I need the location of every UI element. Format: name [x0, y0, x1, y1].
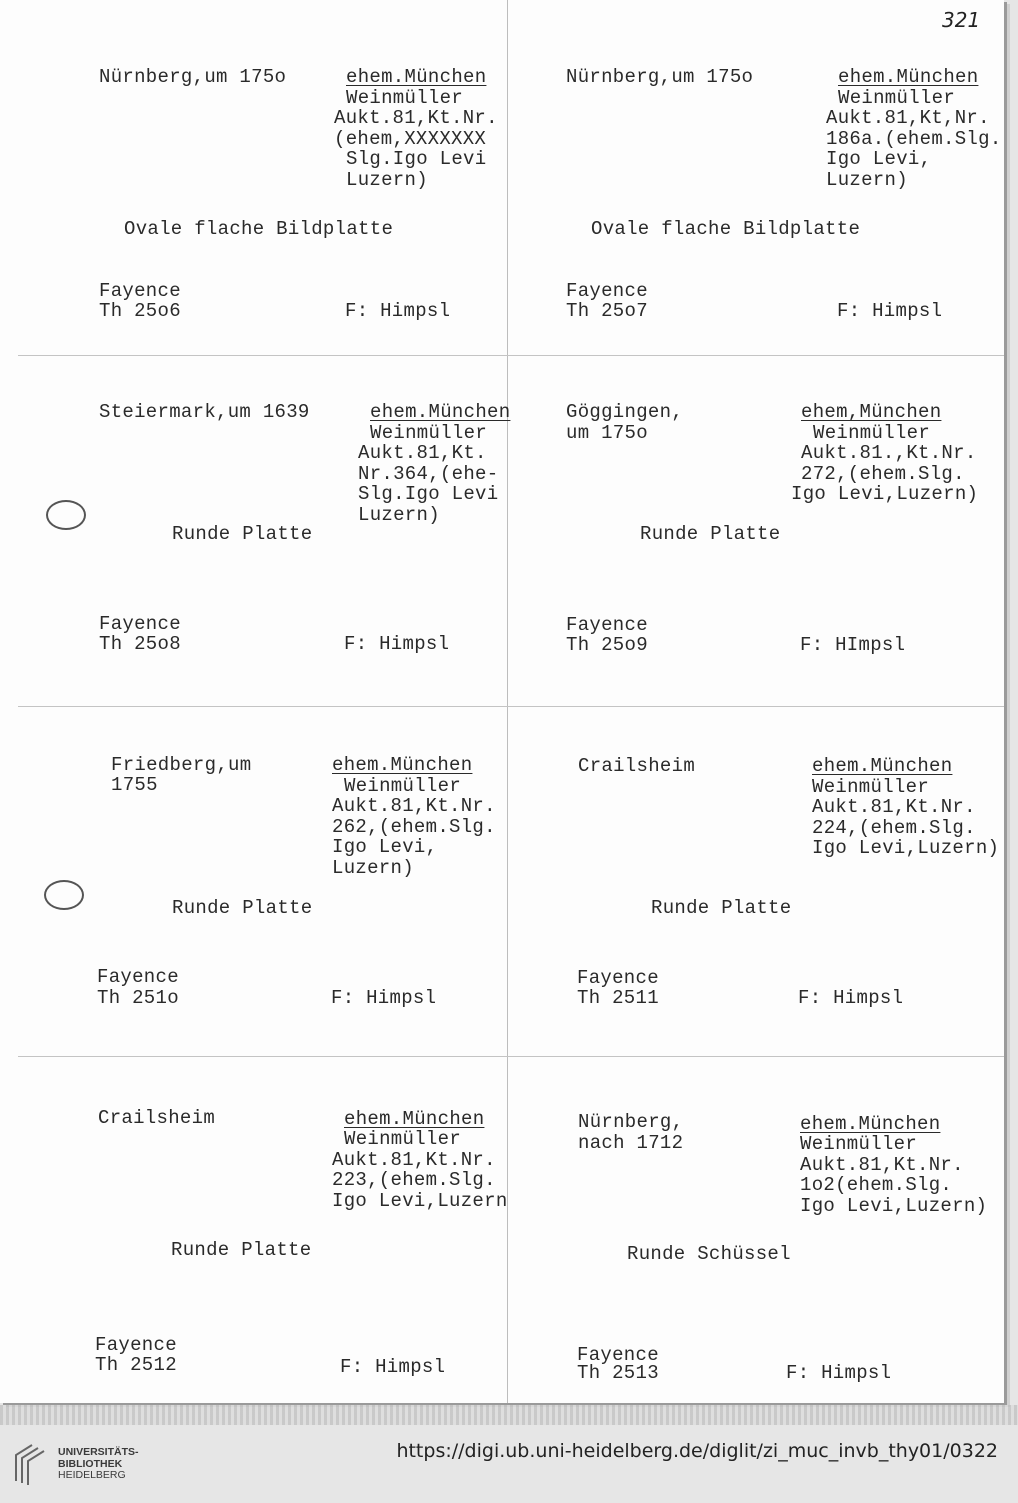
- card-provenance-head: ehem.München: [332, 754, 473, 776]
- card-provenance-line: Luzern): [346, 169, 428, 191]
- card-provenance-line: Weinmüller: [800, 1133, 918, 1155]
- card-provenance-line: 272,(ehem.Slg.: [801, 463, 965, 485]
- card-object: Ovale flache Bildplatte: [124, 218, 394, 240]
- card-object: Runde Platte: [172, 523, 313, 545]
- card-material: Fayence: [566, 614, 648, 636]
- card-provenance-head: ehem.München: [370, 401, 511, 423]
- card-photo: F: Himpsl: [798, 987, 904, 1009]
- card-object: Runde Schüssel: [627, 1243, 791, 1265]
- card-inventory: Th 25o9: [566, 634, 648, 656]
- card-inventory: Th 25o6: [99, 300, 181, 322]
- card-provenance-line: Weinmüller: [346, 87, 464, 109]
- punch-hole-icon: [44, 880, 84, 910]
- card-photo: F: Himpsl: [837, 300, 943, 322]
- card-place: Nürnberg,um 175o: [99, 66, 287, 88]
- card-provenance-line: Slg.Igo Levi: [346, 148, 487, 170]
- horizontal-cut-line: [18, 1056, 1004, 1057]
- card-place: Nürnberg,um 175o: [566, 66, 754, 88]
- card-provenance-head: ehem.München: [800, 1113, 941, 1135]
- page-number: 321: [942, 8, 981, 32]
- card-provenance-line: Weinmüller: [838, 87, 956, 109]
- card-photo: F: Himpsl: [331, 987, 437, 1009]
- card-provenance-line: Luzern): [358, 504, 440, 526]
- card-provenance-line: Aukt.81,Kt.Nr.: [334, 107, 498, 129]
- card-inventory: Th 25o8: [99, 633, 181, 655]
- card-place: Nürnberg,: [578, 1111, 684, 1133]
- card-place: Crailsheim: [578, 755, 696, 777]
- card-provenance-line: Aukt.81,Kt.: [358, 442, 487, 464]
- card-inventory: Th 25o7: [566, 300, 648, 322]
- card-provenance-line: Igo Levi,: [826, 148, 932, 170]
- card-provenance-line: Aukt.81,Kt.Nr.: [332, 795, 496, 817]
- library-name-line: BIBLIOTHEK: [58, 1457, 123, 1470]
- card-material: Fayence: [97, 966, 179, 988]
- card-object: Runde Platte: [171, 1239, 312, 1261]
- card-provenance-line: Luzern): [826, 169, 908, 191]
- horizontal-cut-line: [18, 706, 1004, 707]
- card-provenance-line: Nr.364,(ehe-: [358, 463, 499, 485]
- card-place: Göggingen,: [566, 401, 684, 423]
- card-object: Runde Platte: [640, 523, 781, 545]
- card-inventory: Th 251o: [97, 987, 179, 1009]
- card-provenance-line: 262,(ehem.Slg.: [332, 816, 496, 838]
- card-provenance-line: Weinmüller: [812, 776, 930, 798]
- horizontal-cut-line: [18, 355, 1004, 356]
- card-photo: F: HImpsl: [800, 634, 906, 656]
- card-provenance-head: ehem.München: [838, 66, 979, 88]
- card-provenance-line: 1o2(ehem.Slg.: [800, 1174, 953, 1196]
- card-material: Fayence: [99, 280, 181, 302]
- card-provenance-line: Igo Levi,Luzern): [791, 483, 979, 505]
- card-provenance-line: Aukt.81,Kt.Nr.: [812, 796, 976, 818]
- card-provenance-line: Aukt.81,Kt.Nr.: [800, 1154, 964, 1176]
- card-provenance-line: Igo Levi,Luzern): [800, 1195, 988, 1217]
- card-material: Fayence: [566, 280, 648, 302]
- card-provenance-line: 224,(ehem.Slg.: [812, 817, 976, 839]
- library-logo-icon: [12, 1441, 48, 1487]
- card-provenance-line: (ehem,XXXXXXX: [334, 128, 487, 150]
- card-place: Steiermark,um 1639: [99, 401, 310, 423]
- card-provenance-head: ehem.München: [346, 66, 487, 88]
- card-provenance-head: ehem.München: [344, 1108, 485, 1130]
- card-provenance-line: Weinmüller: [344, 1128, 462, 1150]
- card-place: nach 1712: [578, 1132, 684, 1154]
- card-provenance-line: Aukt.81.,Kt.Nr.: [801, 442, 977, 464]
- card-material: Fayence: [577, 1344, 659, 1366]
- card-inventory: Th 2512: [95, 1354, 177, 1376]
- card-material: Fayence: [577, 967, 659, 989]
- card-provenance-line: Slg.Igo Levi: [358, 483, 499, 505]
- card-provenance-line: Igo Levi,Luzern: [332, 1190, 508, 1212]
- card-place: 1755: [111, 774, 158, 796]
- card-inventory: Th 2511: [577, 987, 659, 1009]
- card-provenance-line: 186a.(ehem.Slg.: [826, 128, 1002, 150]
- card-provenance-line: Luzern): [332, 857, 414, 879]
- library-name-line: HEIDELBERG: [58, 1469, 126, 1481]
- card-provenance-line: Weinmüller: [370, 422, 488, 444]
- card-provenance-line: Aukt.81,Kt.Nr.: [332, 1149, 496, 1171]
- card-photo: F: Himpsl: [345, 300, 451, 322]
- card-object: Runde Platte: [172, 897, 313, 919]
- card-photo: F: Himpsl: [786, 1362, 892, 1384]
- library-name: [58, 1447, 139, 1482]
- card-provenance-line: Igo Levi,: [332, 836, 438, 858]
- card-provenance-head: ehem.München: [812, 755, 953, 777]
- card-provenance-line: 223,(ehem.Slg.: [332, 1169, 496, 1191]
- card-place: Crailsheim: [98, 1107, 216, 1129]
- card-photo: F: Himpsl: [344, 633, 450, 655]
- card-material: Fayence: [95, 1334, 177, 1356]
- card-inventory: Th 2513: [577, 1362, 659, 1384]
- card-provenance-line: Weinmüller: [813, 422, 931, 444]
- card-material: Fayence: [99, 613, 181, 635]
- card-provenance-line: Igo Levi,Luzern): [812, 837, 1000, 859]
- card-photo: F: Himpsl: [340, 1356, 446, 1378]
- scan-edge: [0, 1405, 1018, 1425]
- document-url-link[interactable]: https://digi.ub.uni-heidelberg.de/diglit/zi_muc_invb_thy01/0322: [396, 1440, 998, 1462]
- library-name-line: UNIVERSITÄTS-: [58, 1446, 139, 1458]
- card-place: um 175o: [566, 422, 648, 444]
- footer-bar: [0, 1427, 1018, 1503]
- card-provenance-line: Weinmüller: [344, 775, 462, 797]
- card-object: Ovale flache Bildplatte: [591, 218, 861, 240]
- card-place: Friedberg,um: [111, 754, 252, 776]
- card-provenance-line: Aukt.81,Kt,Nr.: [826, 107, 990, 129]
- card-object: Runde Platte: [651, 897, 792, 919]
- card-provenance-head: ehem,München: [801, 401, 942, 423]
- punch-hole-icon: [46, 500, 86, 530]
